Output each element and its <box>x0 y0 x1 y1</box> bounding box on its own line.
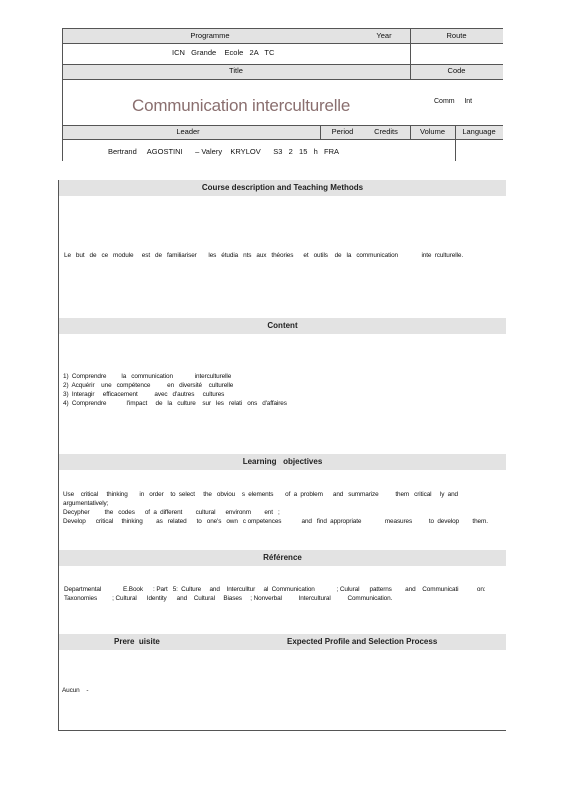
objective-line-4: Develop critical thinking as related to one's own c ompetences and find appropriate measures to develop them. <box>63 518 488 525</box>
profile-section-title: Expected Profile and Selection Process <box>287 637 438 646</box>
rule <box>62 139 503 140</box>
reference-line-2: Taxonomies ; Cultural Identity and Cultural Biases ; Nonverbal Intercultural Communication. <box>64 595 393 602</box>
programme-label: Programme <box>190 31 230 40</box>
content-section-title: Content <box>267 321 298 330</box>
objective-line-2: argumentatively; <box>63 500 109 507</box>
leader-label: Leader <box>176 127 200 136</box>
programme-value: ICN Grande Ecole 2A TC <box>172 48 275 57</box>
credits-label: Credits <box>374 127 398 136</box>
code-value: Comm Int <box>434 98 473 105</box>
course-title: Communication interculturelle <box>132 96 351 115</box>
description-section-title: Course description and Teaching Methods <box>201 183 364 192</box>
volume-label: Volume <box>419 127 446 136</box>
content-item-2: 2) Acquérir une compétence en diversité culturelle <box>63 382 234 389</box>
period-label: Period <box>331 127 354 136</box>
reference-section-title: Référence <box>263 553 302 562</box>
rule <box>62 125 503 126</box>
rule <box>62 64 503 65</box>
prereq-text: Aucun - <box>62 687 89 694</box>
leader-row-value: Bertrand AGOSTINI – Valery KRYLOV S3 2 15 h FRA <box>108 147 340 156</box>
body-bottom-border <box>58 730 506 731</box>
year-label: Year <box>376 31 392 40</box>
reference-line-1: Departmental E.Book : Part 5: Culture and Interculltur al Communication ; Culural patterns and Communicati on: <box>64 586 486 593</box>
objectives-section-title: Learning objectives <box>242 457 323 466</box>
rule <box>62 28 63 161</box>
content-item-4: 4) Comprendre l'impact de la culture sur les relati ons d'affaires <box>63 400 287 407</box>
content-item-1: 1) Comprendre la communication interculturelle <box>63 373 232 380</box>
code-label: Code <box>447 66 466 75</box>
language-label: Language <box>462 127 496 136</box>
rule <box>62 28 503 29</box>
title-label: Title <box>229 66 243 75</box>
rule <box>62 79 503 80</box>
rule <box>62 43 503 44</box>
content-item-3: 3) Interagir efficacement avec d'autres cultures <box>63 391 225 398</box>
objective-line-3: Decypher the codes of a different cultural environm ent ; <box>63 509 280 516</box>
prereq-section-title: Prere uisite <box>114 637 160 646</box>
description-text: Le but de ce module est de familiariser les étudia nts aux théories et outils de la communication inte rculturelle. <box>64 252 463 259</box>
objective-line-1: Use critical thinking in order to select the obviou s elements of a problem and summarize them critical ly and <box>63 491 459 498</box>
route-label: Route <box>446 31 467 40</box>
